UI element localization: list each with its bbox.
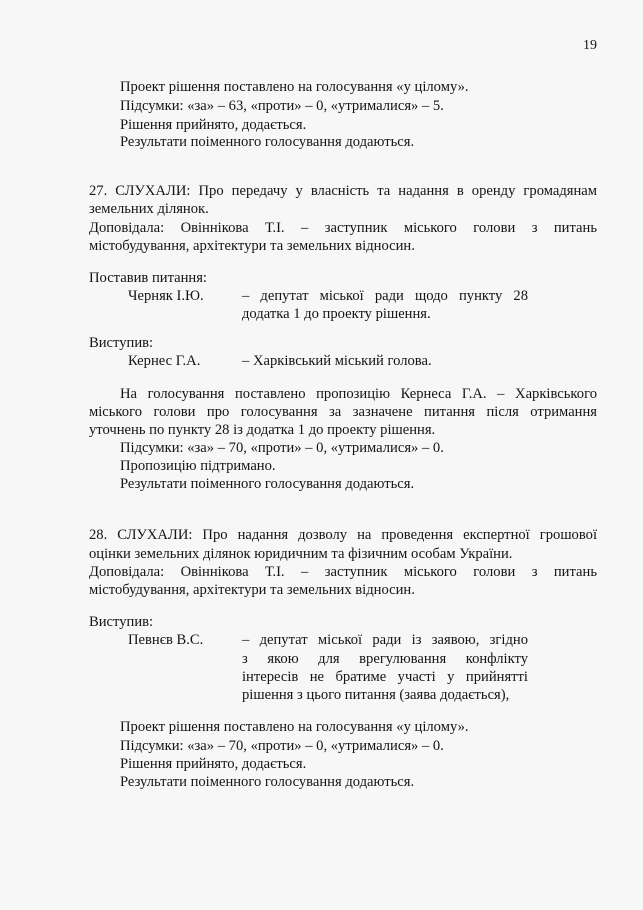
item28-spoke-desc-line2: з якою для врегулювання конфлікту [242, 651, 528, 667]
intro-vote-results: Підсумки: «за» – 63, «проти» – 0, «утрималися» – 5. [120, 98, 444, 114]
item27-raised-name: Черняк І.Ю. [128, 288, 204, 304]
item28-heard-line2: оцінки земельних ділянок юридичним та фізичним особам України. [89, 546, 513, 562]
item28-vote-statement: Проект рішення поставлено на голосування «у цілому». [120, 719, 469, 735]
item28-spoke-desc-line1: – депутат міської ради із заявою, згідно [242, 632, 528, 648]
intro-vote-statement: Проект рішення поставлено на голосування «у цілому». [120, 79, 469, 95]
item27-proposal-line1: На голосування поставлено пропозицію Кернеса Г.А. – Харківського [120, 386, 597, 402]
item28-spoke-desc-line3: інтересів не братиме участі у прийнятті [242, 669, 528, 685]
item27-raised-desc-line1: – депутат міської ради щодо пункту 28 [242, 288, 528, 304]
item28-spoke-desc-line4: рішення з цього питання (заява додається), [242, 687, 510, 703]
page-number: 19 [583, 38, 597, 53]
item28-decision: Рішення прийнято, додається. [120, 756, 307, 772]
item27-spoke-desc: – Харківський міський голова. [242, 353, 432, 369]
intro-rollcall: Результати поіменного голосування додаються. [120, 134, 415, 150]
intro-decision: Рішення прийнято, додається. [120, 117, 307, 133]
item27-reporter-line1: Доповідала: Овіннікова Т.І. – заступник міського голови з питань [89, 220, 597, 236]
item27-rollcall: Результати поіменного голосування додаються. [120, 476, 415, 492]
item28-reporter-line1: Доповідала: Овіннікова Т.І. – заступник міського голови з питань [89, 564, 597, 580]
item27-spoke-label: Виступив: [89, 335, 154, 351]
item27-proposal-line2: міського голови про голосування за зазначене питання після отримання [89, 404, 597, 420]
item27-outcome: Пропозицію підтримано. [120, 458, 276, 474]
item28-reporter-line2: містобудування, архітектури та земельних відносин. [89, 582, 415, 598]
item28-heard-line1: 28. СЛУХАЛИ: Про надання дозволу на проведення експертної грошової [89, 527, 597, 543]
item27-heard-line2: земельних ділянок. [89, 201, 209, 217]
item27-proposal-line3: уточнень по пункту 28 із додатка 1 до проекту рішення. [89, 422, 436, 438]
item27-vote-results: Підсумки: «за» – 70, «проти» – 0, «утрималися» – 0. [120, 440, 444, 456]
item27-spoke-name: Кернес Г.А. [128, 353, 201, 369]
item28-spoke-name: Певнєв В.С. [128, 632, 204, 648]
item28-vote-results: Підсумки: «за» – 70, «проти» – 0, «утрималися» – 0. [120, 738, 444, 754]
item28-spoke-label: Виступив: [89, 614, 154, 630]
item27-heard-line1: 27. СЛУХАЛИ: Про передачу у власність та надання в оренду громадянам [89, 183, 597, 199]
item27-raised-label: Поставив питання: [89, 270, 207, 286]
item27-reporter-line2: містобудування, архітектури та земельних відносин. [89, 238, 415, 254]
item27-raised-desc-line2: додатка 1 до проекту рішення. [242, 306, 431, 322]
item28-rollcall: Результати поіменного голосування додаються. [120, 774, 415, 790]
